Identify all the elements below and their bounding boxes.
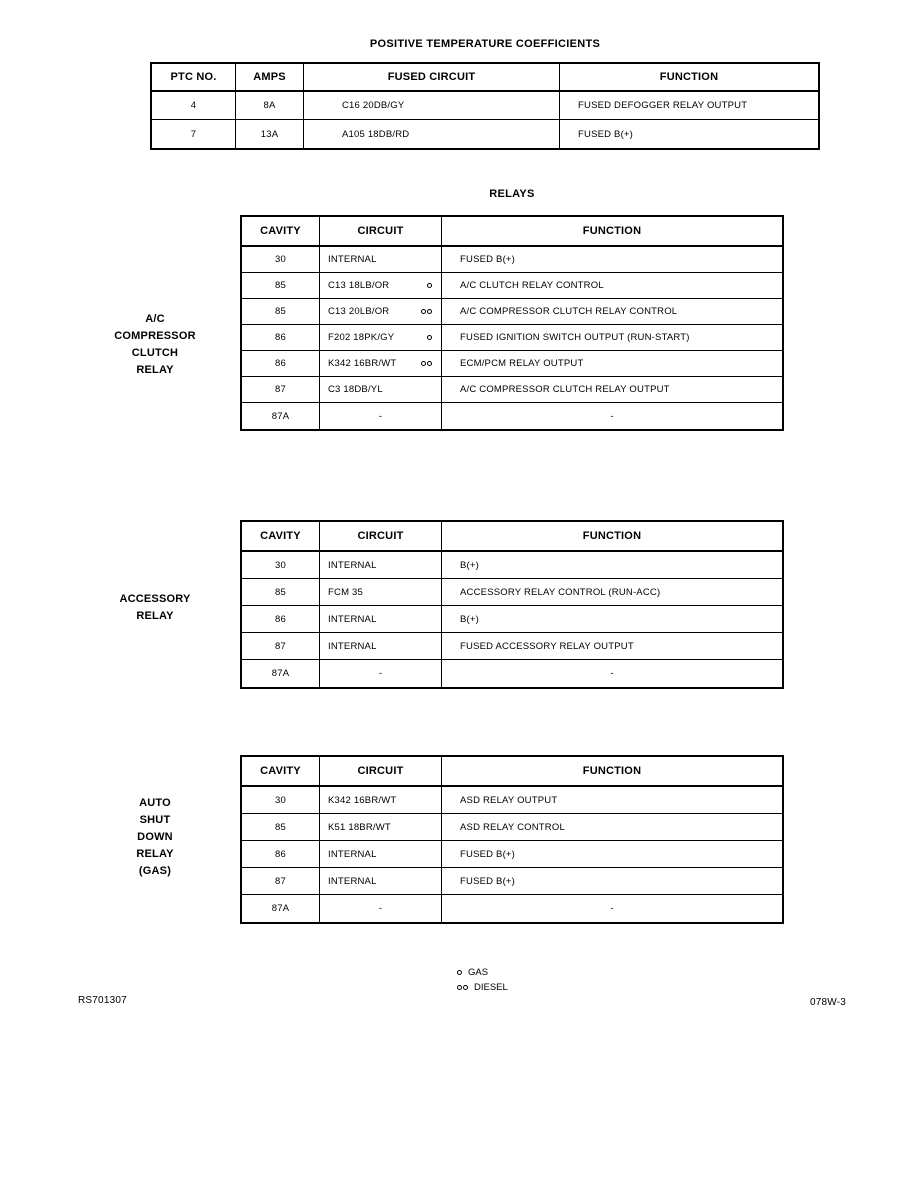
gas-marker-icon — [427, 283, 432, 288]
function-cell: FUSED DEFOGGER RELAY OUTPUT — [560, 92, 818, 120]
amps-cell: 8A — [236, 92, 304, 120]
circuit-text: INTERNAL — [328, 613, 377, 625]
accessory-relay-label — [95, 591, 215, 625]
function-cell: ACCESSORY RELAY CONTROL (RUN-ACC) — [442, 579, 782, 606]
circuit-text: - — [378, 668, 383, 679]
column-header: CIRCUIT — [320, 522, 442, 552]
function-cell: ASD RELAY OUTPUT — [442, 787, 782, 814]
circuit-cell — [320, 351, 442, 377]
ptc-table — [150, 62, 820, 150]
column-header: FUNCTION — [442, 522, 782, 552]
circuit-cell — [320, 552, 442, 579]
amps-cell: 13A — [236, 120, 304, 148]
circuit-cell — [320, 841, 442, 868]
column-header: PTC NO. — [152, 64, 236, 92]
function-cell: FUSED ACCESSORY RELAY OUTPUT — [442, 633, 782, 660]
ac-compressor-clutch-relay-table — [240, 215, 784, 431]
function-cell: FUSED B(+) — [442, 868, 782, 895]
circuit-text: C3 18DB/YL — [328, 384, 383, 395]
circuit-text: K51 18BR/WT — [328, 821, 391, 833]
circuit-cell — [320, 895, 442, 922]
fused-circuit-cell: C16 20DB/GY — [304, 92, 560, 120]
legend-gas-label: GAS — [468, 967, 489, 978]
ptc-title: POSITIVE TEMPERATURE COEFFICIENTS — [369, 38, 601, 50]
circuit-text: INTERNAL — [328, 559, 377, 571]
circuit-cell — [320, 273, 442, 299]
relay-label-line: (GAS) — [138, 865, 172, 877]
circuit-text: INTERNAL — [328, 254, 377, 265]
column-header: FUSED CIRCUIT — [304, 64, 560, 92]
relay-label-line: RELAY — [136, 848, 174, 860]
ac-compressor-clutch-relay-label — [95, 311, 215, 379]
function-cell: - — [610, 668, 614, 679]
relay-label-line: COMPRESSOR — [114, 330, 196, 342]
cavity-cell: 85 — [242, 814, 320, 841]
document-number: RS701307 — [78, 995, 127, 1006]
function-cell: A/C COMPRESSOR CLUTCH RELAY CONTROL — [442, 299, 782, 325]
circuit-text: C13 18LB/OR — [328, 280, 390, 291]
function-cell: A/C COMPRESSOR CLUTCH RELAY OUTPUT — [442, 377, 782, 403]
legend-diesel-label: DIESEL — [474, 982, 508, 993]
relay-label-line: ACCESSORY — [119, 593, 191, 605]
function-cell: - — [610, 903, 614, 914]
column-header: FUNCTION — [442, 217, 782, 247]
circuit-text: - — [378, 410, 383, 422]
ptc-no-cell: 7 — [152, 120, 236, 148]
fused-circuit-cell: A105 18DB/RD — [304, 120, 560, 148]
function-cell: FUSED IGNITION SWITCH OUTPUT (RUN-START) — [442, 325, 782, 351]
cavity-cell: 86 — [242, 325, 320, 351]
circuit-cell — [320, 579, 442, 606]
column-header: AMPS — [236, 64, 304, 92]
column-header: FUNCTION — [560, 64, 818, 92]
cavity-cell: 30 — [242, 247, 320, 273]
function-cell: FUSED B(+) — [442, 841, 782, 868]
cavity-cell: 86 — [242, 841, 320, 868]
cavity-cell: 87 — [242, 633, 320, 660]
circuit-text: FCM 35 — [328, 586, 363, 598]
relay-label-line: A/C — [145, 313, 165, 325]
circuit-cell — [320, 325, 442, 351]
cavity-cell: 85 — [242, 273, 320, 299]
cavity-cell: 87A — [242, 403, 320, 429]
function-cell: - — [610, 410, 614, 422]
cavity-cell: 85 — [242, 579, 320, 606]
circuit-text: INTERNAL — [328, 640, 377, 652]
cavity-cell: 87 — [242, 868, 320, 895]
circuit-text: INTERNAL — [328, 875, 377, 887]
gas-marker-icon — [427, 335, 432, 340]
circuit-cell — [320, 868, 442, 895]
column-header: CAVITY — [242, 217, 320, 247]
circuit-text: F202 18PK/GY — [328, 332, 395, 343]
relay-label-line: RELAY — [136, 364, 174, 376]
legend-diesel-row — [457, 980, 508, 995]
circuit-text: C13 20LB/OR — [328, 306, 390, 317]
circuit-cell — [320, 299, 442, 325]
function-cell: FUSED B(+) — [578, 128, 634, 140]
relay-label-line: CLUTCH — [131, 347, 179, 359]
function-cell: FUSED B(+) — [442, 247, 782, 273]
diesel-marker-icon — [421, 361, 432, 366]
circuit-cell — [320, 247, 442, 273]
cavity-cell: 87 — [242, 377, 320, 403]
page-code: 078W-3 — [810, 997, 847, 1008]
circuit-text: K342 16BR/WT — [328, 358, 397, 369]
column-header: CAVITY — [242, 757, 320, 787]
cavity-cell: 87A — [242, 660, 320, 687]
cavity-cell: 86 — [242, 606, 320, 633]
function-cell: ECM/PCM RELAY OUTPUT — [442, 351, 782, 377]
circuit-cell — [320, 814, 442, 841]
circuit-cell — [320, 660, 442, 687]
relay-label-line: SHUT — [139, 814, 171, 826]
circuit-text: K342 16BR/WT — [328, 794, 397, 806]
legend-gas-row — [457, 965, 508, 980]
cavity-cell: 86 — [242, 351, 320, 377]
relay-label-line: RELAY — [136, 610, 174, 622]
cavity-cell: 85 — [242, 299, 320, 325]
circuit-cell — [320, 403, 442, 429]
function-cell: B(+) — [442, 552, 782, 579]
legend — [457, 965, 508, 995]
cavity-cell: 87A — [242, 895, 320, 922]
function-cell: ASD RELAY CONTROL — [442, 814, 782, 841]
function-cell: A/C CLUTCH RELAY CONTROL — [442, 273, 782, 299]
auto-shut-down-relay-table — [240, 755, 784, 924]
circuit-cell — [320, 787, 442, 814]
diesel-marker-icon — [421, 309, 432, 314]
column-header: CAVITY — [242, 522, 320, 552]
diesel-marker-icon — [457, 985, 468, 990]
cavity-cell: 30 — [242, 552, 320, 579]
gas-marker-icon — [457, 970, 462, 975]
circuit-cell — [320, 633, 442, 660]
relays-title: RELAYS — [489, 188, 535, 200]
circuit-cell — [320, 606, 442, 633]
ptc-no-cell: 4 — [152, 92, 236, 120]
relay-label-line: AUTO — [139, 797, 171, 809]
auto-shut-down-relay-label — [95, 795, 215, 880]
column-header: CIRCUIT — [320, 757, 442, 787]
relay-label-line: DOWN — [137, 831, 173, 843]
cavity-cell: 30 — [242, 787, 320, 814]
column-header: FUNCTION — [442, 757, 782, 787]
column-header: CIRCUIT — [320, 217, 442, 247]
circuit-text: - — [378, 903, 383, 914]
accessory-relay-table — [240, 520, 784, 689]
circuit-text: INTERNAL — [328, 848, 377, 860]
function-cell: B(+) — [442, 606, 782, 633]
circuit-cell — [320, 377, 442, 403]
